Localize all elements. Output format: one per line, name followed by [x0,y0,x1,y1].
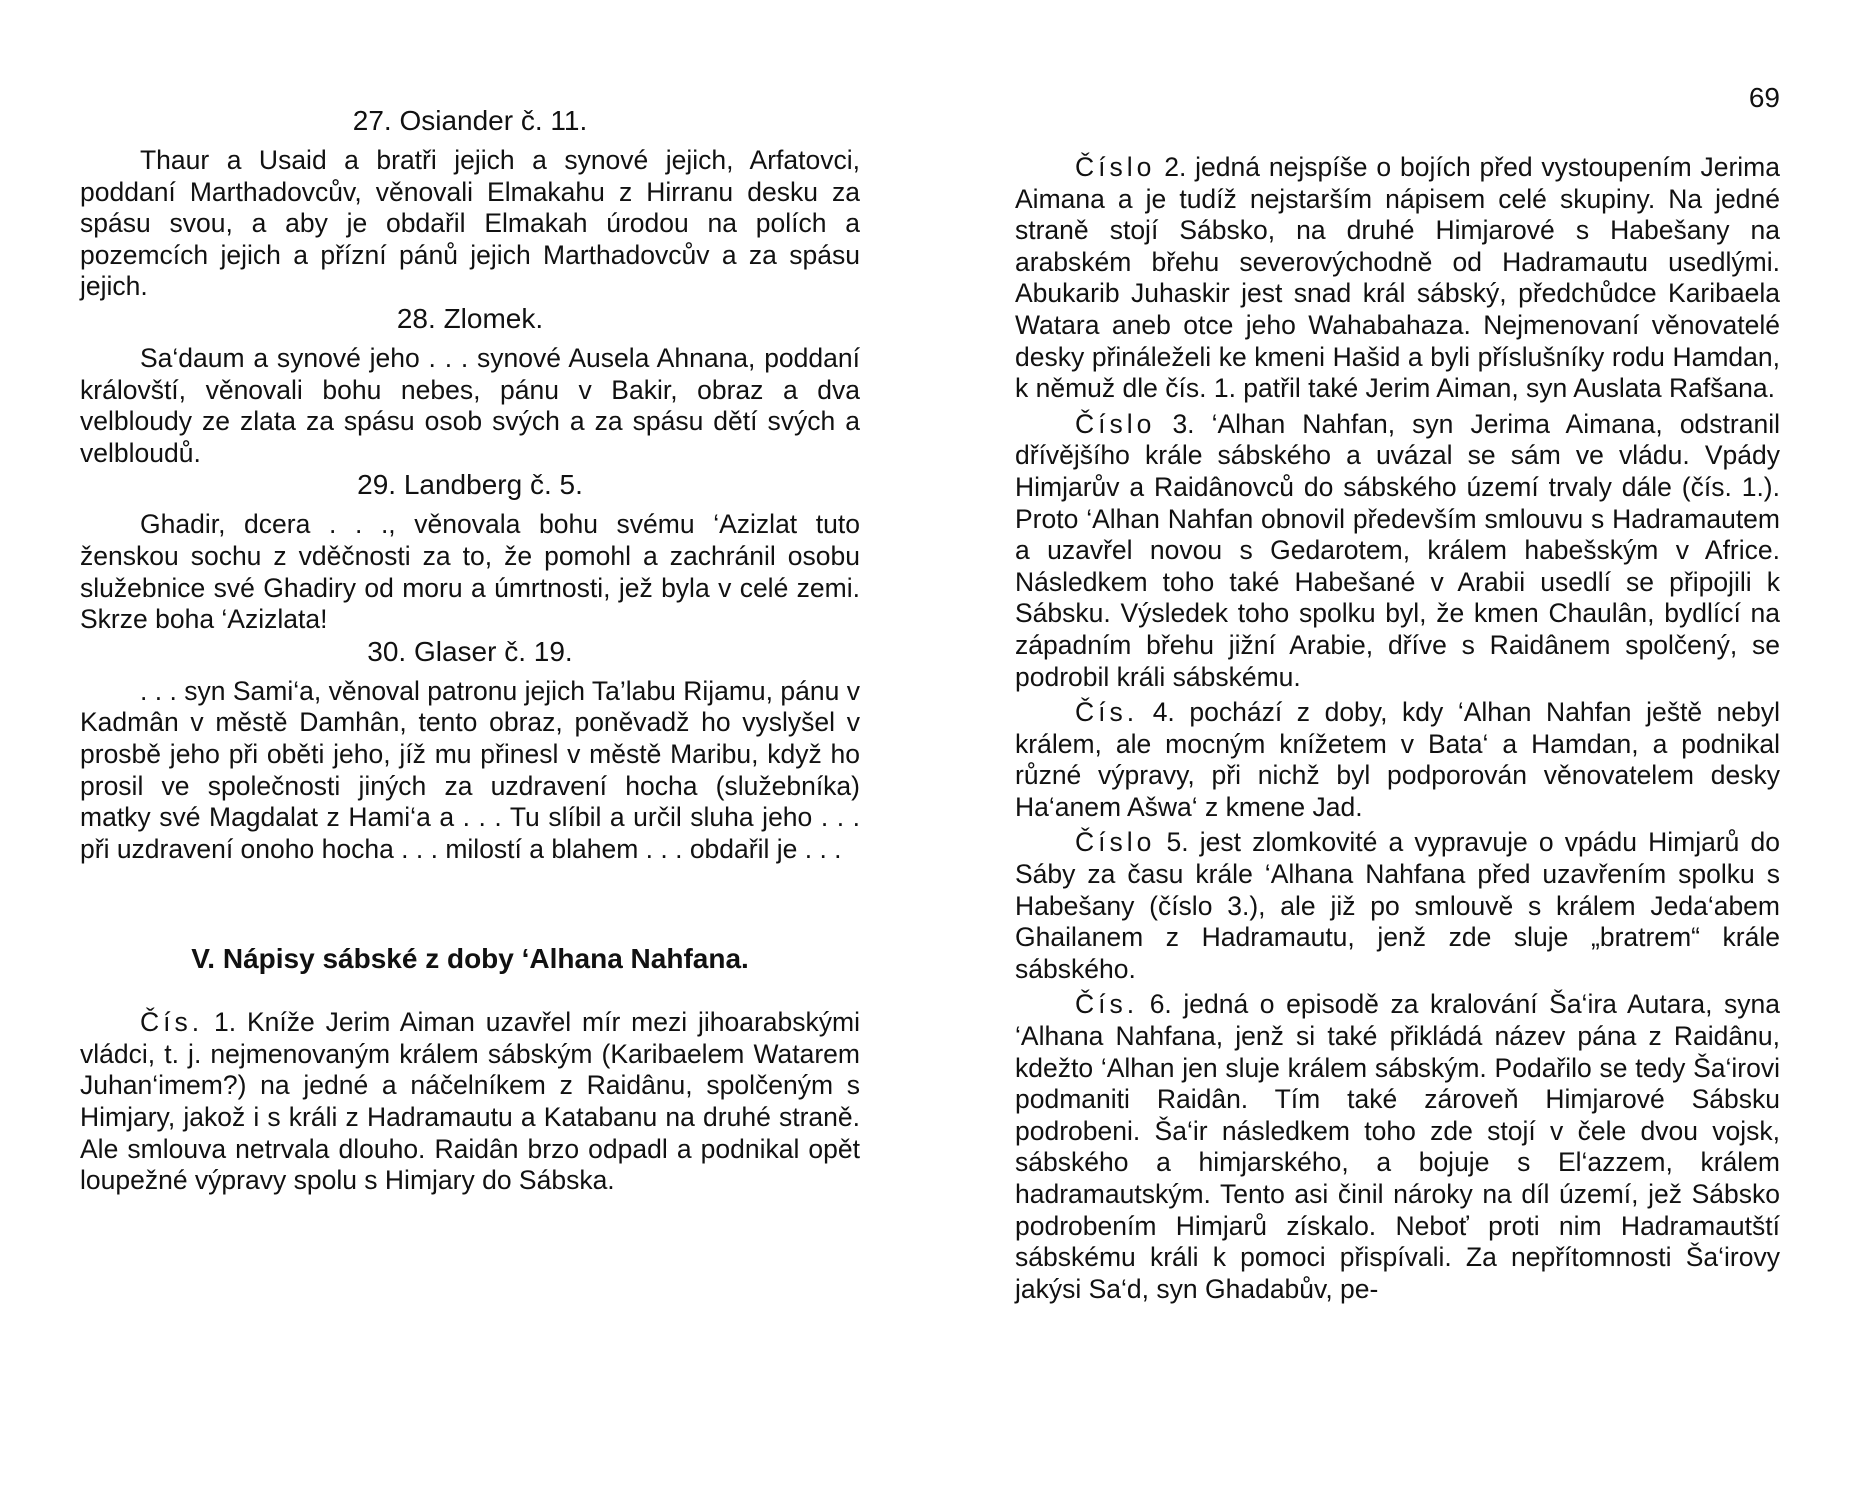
paragraph-cislo-3 [1015,409,1780,693]
entry-text: Sa‘daum a synové jeho . . . synové Ausela Ahnana, poddaní královští, věnovali bohu nebes, pánu v Bakir, obraz a dva velbloudy ze zlata za spásu osob svých a za spásu dětí svých a velbloudů. [80,342,860,468]
entry-28 [80,303,860,469]
paragraph-lead: Číslo [1075,152,1156,182]
paragraph-lead: Čís. [1075,697,1139,728]
section-title: V. Nápisy sábské z doby ‘Alhana Nahfana. [191,943,749,975]
paragraph-body: 5. jest zlomkovité a vypravuje o vpádu Himjarů do Sáby za času krále ‘Alhana Nahfana před uzavřením spolku s Habešany (číslo 3.), ale již po smlouvě s králem Jeda‘abem Ghailanem z Hadramautu, jenž zde sluje „bratrem“ krále sábského. [1015,827,1780,984]
entry-29 [80,469,860,635]
paragraph-body: 2. jedná nejspíše o bojích před vystoupením Jerima Aimana a je tudíž nejstarším nápisem celé skupiny. Na jedné straně stojí Sábsko, na druhé Himjarové s Habešany na arabském břehu severovýchodně od Hadramautu usedlými. Abukarib Juhaskir jest snad král sábský, předchůdce Karibaela Watara aneb otce jeho Wahabahaza. Nejmenovaní věnovatelé desky přináleželi ke kmeni Hašid a byli příslušníky rodu Hamdan, k němuž dle čís. 1. patřil také Jerim Aiman, syn Auslata Rafšana. [1015,152,1780,404]
entry-heading: 28. Zlomek. [396,302,544,334]
paragraph-lead: Čís. [1075,989,1139,1020]
section-paragraph [80,1007,860,1197]
right-page-body [1015,152,1780,1309]
entry-text: Thaur a Usaid a bratři jejich a synové jejich, Arfatovci, poddaní Marthadovcův, věnovali Elmakahu z Hirranu desku za spásu svou, a aby je obdařil Elmakah úrodou na polích a pozemcích jejich a přízní pánů jejich Marthadovcův a za spásu jejich. [80,145,860,302]
entry-30 [80,636,860,866]
left-page [80,105,860,1197]
entry-heading: 27. Osiander č. 11. [352,105,588,136]
entry-text: Ghadir, dcera . . ., věnovala bohu svému ‘Azizlat tuto ženskou sochu z vděčnosti za to, že pomohl a zachránil osobu služebnice své Ghadiry od moru a úmrtnosti, jež byla v celé zemi. Skrze boha ‘Azizlata! [80,509,860,635]
paragraph-cislo-2 [1015,152,1780,405]
entry-heading: 30. Glaser č. 19. [367,635,573,667]
paragraph-cislo-5 [1015,827,1780,985]
paragraph-cis-4 [1015,697,1780,823]
paragraph-body: 6. jedná o episodě za kralování Ša‘ira Autara, syna ‘Alhana Nahfana, jenž si také přikládá název pána z Raidânu, kdežto ‘Alhan jen sluje králem sábským. Podařilo se tedy Ša‘irovi podmaniti Raidân. Tím také zároveň Himjarové Sábsku podrobeni. Ša‘ir následkem toho zde stojí v čele dvou vojsk, sábského a himjarského, a bojuje s El‘azzem, králem hadramautským. Tento asi činil nároky na díl území, jež Sábsko podrobením Himjarů získalo. Neboť proti nim Hadramautští sábskému králi k pomoci přispívali. Za nepřítomnosti Ša‘irovy jakýsi Sa‘d, syn Ghadabův, pe- [1015,989,1780,1304]
paragraph-cis-6 [1015,989,1780,1305]
paragraph-lead: Číslo [1075,408,1156,439]
paragraph-body: 4. pochází z doby, kdy ‘Alhan Nahfan ještě nebyl králem, ale mocným knížetem v Bata‘ a Hamdan, a podnikal různé výpravy, při nichž byl podporován věnovatelem desky Ha‘anem Ašwa‘ z kmene Jad. [1015,697,1780,822]
paragraph-body: 1. Kníže Jerim Aiman uzavřel mír mezi jihoarabskými vládci, t. j. nejmenovaným králem sábským (Karibaelem Watarem Juhan‘imem?) na jedné a náčelníkem z Raidânu, spolčeným s Himjary, jakož i s králi z Hadramautu a Katabanu na druhé straně. Ale smlouva netrvala dlouho. Raidân brzo odpadl a podnikal opět loupežné výpravy spolu s Himjary do Sábska. [80,1007,860,1196]
entry-heading: 29. Landberg č. 5. [357,469,583,501]
page-number: 69 [1748,82,1780,113]
paragraph-lead: Číslo [1075,827,1156,858]
entry-text: . . . syn Sami‘a, věnoval patronu jejich Ta’labu Rijamu, pánu v Kadmân v městě Damhân, tento obraz, poněvadž ho vyslyšel v prosbě jeho při oběti jeho, jíž mu přinesl v městě Maribu, když ho prosil ve společnosti jiných za uzdravení hocha (služebníka) matky své Magdalat z Hami‘a a . . . Tu slíbil a určil sluha jeho . . . při uzdravení onoho hocha . . . milostí a blahem . . . obdařil je . . . [80,675,860,864]
paragraph-lead: Čís. [140,1007,204,1038]
paragraph-body: 3. ‘Alhan Nahfan, syn Jerima Aimana, odstranil dřívějšího krále sábského a uvázal se sám ve vládu. Vpády Himjarův a Raidânovců do sábského území trvaly dále (čís. 1.). Proto ‘Alhan Nahfan obnovil především smlouvu s Hadramautem a uzavřel novou s Gedarotem, králem habešským v Africe. Následkem toho také Habešané v Arabii usedlí se připojili k Sábsku. Výsledek toho spolku byl, že kmen Chaulân, bydlící na západním břehu jižní Arabie, dříve s Raidânem spolčený, se podrobil králi sábskému. [1015,408,1780,692]
entry-27 [80,105,860,303]
